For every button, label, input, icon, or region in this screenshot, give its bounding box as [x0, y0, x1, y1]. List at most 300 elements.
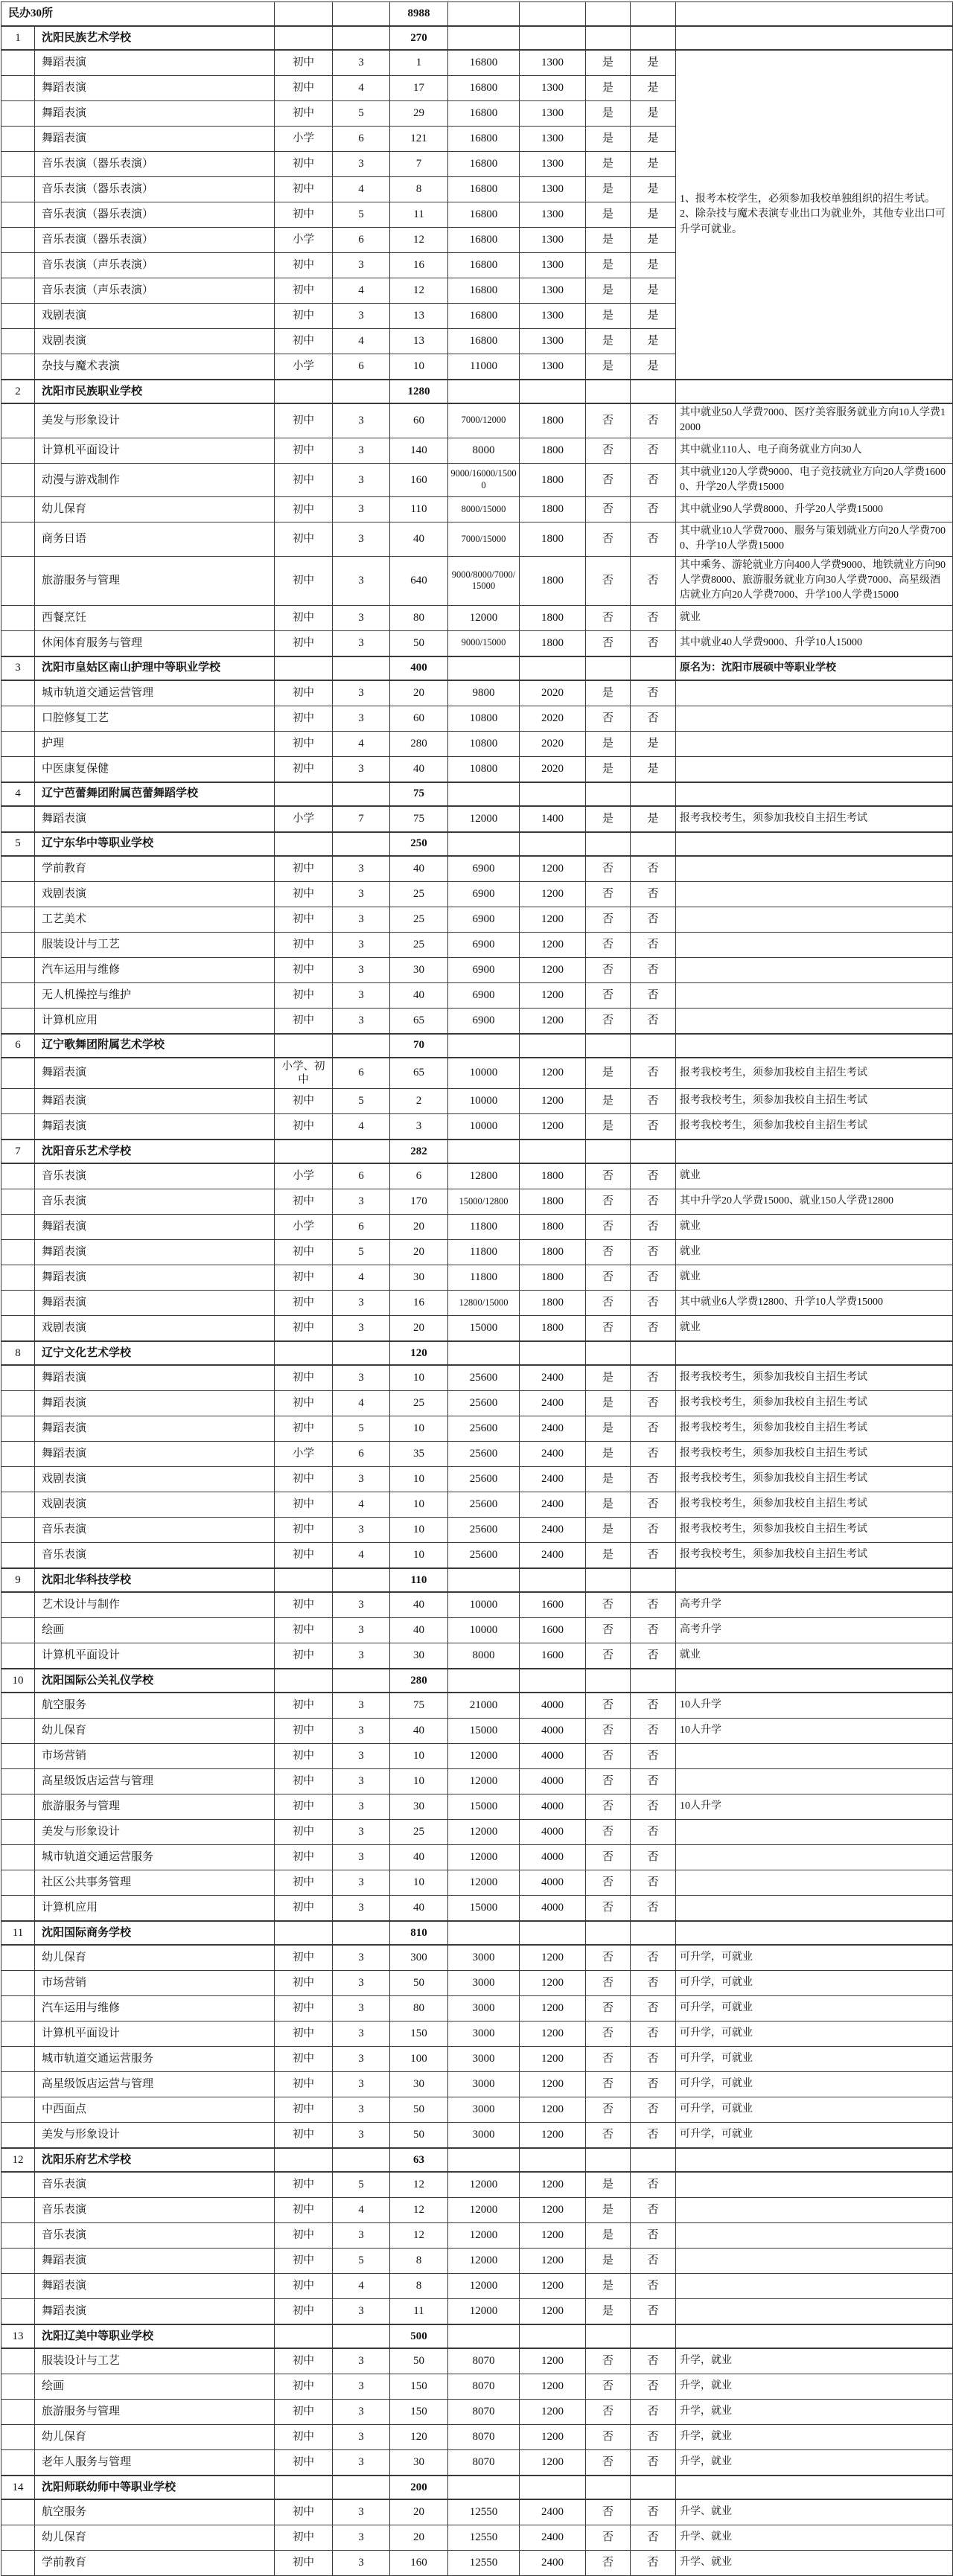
program-level: 初中 — [275, 177, 333, 202]
school-number: 10 — [1, 1669, 35, 1693]
program-row — [1, 2197, 953, 2222]
program-name: 西餐烹饪 — [35, 605, 275, 630]
program-tuition: 3000 — [448, 1995, 520, 2021]
program-flag-1: 是 — [586, 329, 631, 354]
school-total: 810 — [390, 1921, 448, 1945]
empty-cell — [586, 1568, 631, 1592]
program-level: 初中 — [275, 2248, 333, 2273]
program-name: 舞蹈表演 — [35, 76, 275, 101]
empty-cell — [1, 2449, 35, 2476]
school-header-row — [1, 1140, 953, 1163]
program-level: 初中 — [275, 1189, 333, 1214]
program-level: 初中 — [275, 2348, 333, 2374]
program-fee: 1200 — [520, 907, 586, 932]
program-count: 10 — [390, 1743, 448, 1768]
program-name: 计算机应用 — [35, 1008, 275, 1034]
program-row — [1, 1390, 953, 1416]
program-count: 29 — [390, 101, 448, 127]
empty-cell — [448, 1140, 520, 1163]
program-level: 初中 — [275, 907, 333, 932]
program-flag-1: 是 — [586, 1466, 631, 1492]
program-name: 舞蹈表演 — [35, 101, 275, 127]
empty-cell — [448, 2476, 520, 2499]
program-name: 戏剧表演 — [35, 304, 275, 329]
program-row — [1, 1895, 953, 1921]
empty-cell — [448, 380, 520, 403]
program-years: 4 — [333, 1113, 390, 1140]
program-level: 初中 — [275, 1290, 333, 1315]
program-fee: 1300 — [520, 354, 586, 380]
program-name: 社区公共事务管理 — [35, 1870, 275, 1895]
program-years: 3 — [333, 438, 390, 463]
program-tuition: 16800 — [448, 101, 520, 127]
school-name: 沈阳北华科技学校 — [35, 1568, 275, 1592]
program-count: 13 — [390, 304, 448, 329]
program-row — [1, 1819, 953, 1844]
program-level: 初中 — [275, 680, 333, 706]
program-fee: 1200 — [520, 932, 586, 957]
program-flag-2: 是 — [631, 228, 676, 253]
program-remark: 其中升学20人学费15000、就业150人学费12800 — [676, 1189, 953, 1214]
program-level: 初中 — [275, 982, 333, 1008]
program-level: 初中 — [275, 1794, 333, 1819]
program-tuition: 8000/15000 — [448, 497, 520, 522]
program-flag-1: 否 — [586, 1945, 631, 1971]
program-years: 3 — [333, 2424, 390, 2449]
empty-cell — [586, 1921, 631, 1945]
program-fee: 1200 — [520, 957, 586, 982]
program-remark: 可升学，可就业 — [676, 2097, 953, 2122]
empty-cell — [333, 2, 390, 27]
program-count: 640 — [390, 556, 448, 605]
program-flag-2: 否 — [631, 1265, 676, 1290]
empty-cell — [1, 2197, 35, 2222]
program-name: 舞蹈表演 — [35, 1113, 275, 1140]
program-count: 20 — [390, 2499, 448, 2525]
program-name: 音乐表演（声乐表演） — [35, 278, 275, 304]
program-flag-1: 否 — [586, 1743, 631, 1768]
program-fee: 2020 — [520, 680, 586, 706]
program-name: 幼儿保育 — [35, 1718, 275, 1743]
group-total-row — [1, 2, 953, 27]
program-name: 戏剧表演 — [35, 1492, 275, 1517]
program-count: 40 — [390, 1617, 448, 1643]
program-fee: 1200 — [520, 2374, 586, 2399]
empty-cell — [275, 1034, 333, 1058]
empty-cell — [631, 1568, 676, 1592]
empty-cell — [1, 1718, 35, 1743]
empty-cell — [1, 1693, 35, 1719]
program-row — [1, 806, 953, 832]
program-flag-1: 是 — [586, 278, 631, 304]
program-level: 初中 — [275, 1466, 333, 1492]
program-flag-1: 是 — [586, 1416, 631, 1441]
empty-cell — [333, 1669, 390, 1693]
empty-cell — [1, 1743, 35, 1768]
program-fee: 1200 — [520, 856, 586, 882]
program-fee: 1200 — [520, 1058, 586, 1089]
program-flag-2: 否 — [631, 957, 676, 982]
program-fee: 1200 — [520, 1008, 586, 1034]
program-remark: 其中就业90人学费8000、升学20人学费15000 — [676, 497, 953, 522]
school-header-row — [1, 1669, 953, 1693]
school-enrollment-table — [1, 1, 953, 2576]
program-flag-2: 否 — [631, 2172, 676, 2198]
program-level: 初中 — [275, 1895, 333, 1921]
program-remark: 可升学，可就业 — [676, 2071, 953, 2097]
program-years: 4 — [333, 177, 390, 202]
empty-cell — [448, 1034, 520, 1058]
empty-cell — [1, 228, 35, 253]
school-number: 13 — [1, 2324, 35, 2348]
program-flag-2: 否 — [631, 1365, 676, 1391]
empty-cell — [520, 1568, 586, 1592]
program-fee: 2400 — [520, 2550, 586, 2575]
program-flag-1: 否 — [586, 2122, 631, 2148]
program-level: 初中 — [275, 2122, 333, 2148]
empty-cell — [1, 2222, 35, 2248]
program-flag-1: 是 — [586, 1113, 631, 1140]
program-row — [1, 982, 953, 1008]
program-remark — [676, 907, 953, 932]
program-flag-2: 否 — [631, 1088, 676, 1113]
program-flag-1: 是 — [586, 50, 631, 76]
program-flag-1: 否 — [586, 1995, 631, 2021]
school-number: 9 — [1, 1568, 35, 1592]
program-row — [1, 2449, 953, 2476]
empty-cell — [1, 2248, 35, 2273]
program-flag-1: 是 — [586, 76, 631, 101]
program-tuition: 9000/15000 — [448, 630, 520, 656]
program-level: 初中 — [275, 2449, 333, 2476]
school-name: 沈阳市民族职业学校 — [35, 380, 275, 403]
empty-cell — [1, 497, 35, 522]
empty-cell — [1, 1844, 35, 1870]
program-years: 4 — [333, 1390, 390, 1416]
program-count: 8 — [390, 2248, 448, 2273]
program-flag-1: 是 — [586, 731, 631, 756]
program-years: 4 — [333, 2273, 390, 2298]
program-remark: 升学，就业 — [676, 2449, 953, 2476]
program-flag-2: 是 — [631, 354, 676, 380]
enrollment-table-sheet — [0, 1, 953, 2569]
program-remark — [676, 881, 953, 907]
program-flag-2: 是 — [631, 152, 676, 177]
program-years: 3 — [333, 497, 390, 522]
program-flag-2: 否 — [631, 605, 676, 630]
program-years: 3 — [333, 1290, 390, 1315]
school-header-remark — [676, 1568, 953, 1592]
program-level: 初中 — [275, 403, 333, 438]
program-fee: 4000 — [520, 1895, 586, 1921]
program-row — [1, 1466, 953, 1492]
program-remark: 升学、就业 — [676, 2550, 953, 2575]
program-flag-2: 是 — [631, 202, 676, 228]
program-flag-1: 否 — [586, 438, 631, 463]
school-number: 8 — [1, 1341, 35, 1365]
program-fee: 4000 — [520, 1693, 586, 1719]
program-fee: 2400 — [520, 1441, 586, 1466]
program-tuition: 10800 — [448, 756, 520, 782]
program-flag-2: 否 — [631, 1768, 676, 1794]
program-level: 初中 — [275, 1592, 333, 1618]
school-total: 120 — [390, 1341, 448, 1365]
program-count: 25 — [390, 907, 448, 932]
program-tuition: 6900 — [448, 856, 520, 882]
school-number: 14 — [1, 2476, 35, 2499]
program-count: 160 — [390, 463, 448, 497]
program-flag-1: 否 — [586, 2097, 631, 2122]
program-years: 6 — [333, 1058, 390, 1089]
program-years: 3 — [333, 1870, 390, 1895]
program-fee: 1200 — [520, 2021, 586, 2046]
school-total: 75 — [390, 782, 448, 806]
school-total: 280 — [390, 1669, 448, 1693]
program-tuition: 12000 — [448, 2222, 520, 2248]
program-tuition: 12000 — [448, 806, 520, 832]
empty-cell — [1, 463, 35, 497]
program-name: 音乐表演 — [35, 1189, 275, 1214]
program-fee: 1800 — [520, 522, 586, 557]
school-total: 250 — [390, 832, 448, 856]
program-years: 4 — [333, 1492, 390, 1517]
program-count: 10 — [390, 1768, 448, 1794]
empty-cell — [1, 856, 35, 882]
program-flag-1: 否 — [586, 1794, 631, 1819]
school-name: 沈阳师联幼师中等职业学校 — [35, 2476, 275, 2499]
program-tuition: 16800 — [448, 253, 520, 278]
program-years: 3 — [333, 881, 390, 907]
program-flag-2: 否 — [631, 881, 676, 907]
program-level: 初中 — [275, 1365, 333, 1391]
school-header-row — [1, 26, 953, 50]
program-fee: 1200 — [520, 881, 586, 907]
program-name: 航空服务 — [35, 1693, 275, 1719]
program-row — [1, 1743, 953, 1768]
program-remark: 报考我校考生，须参加我校自主招生考试 — [676, 1492, 953, 1517]
school-name: 沈阳国际商务学校 — [35, 1921, 275, 1945]
program-count: 100 — [390, 2046, 448, 2071]
program-row — [1, 438, 953, 463]
program-flag-2: 否 — [631, 2525, 676, 2550]
program-fee: 1300 — [520, 304, 586, 329]
program-level: 初中 — [275, 1315, 333, 1341]
program-tuition: 3000 — [448, 2071, 520, 2097]
program-level: 初中 — [275, 2374, 333, 2399]
program-row — [1, 1265, 953, 1290]
program-flag-1: 否 — [586, 1008, 631, 1034]
program-name: 杂技与魔术表演 — [35, 354, 275, 380]
program-flag-2: 否 — [631, 1189, 676, 1214]
program-flag-1: 否 — [586, 856, 631, 882]
empty-cell — [520, 1669, 586, 1693]
empty-cell — [1, 202, 35, 228]
program-remark: 其中就业6人学费12800、升学10人学费15000 — [676, 1290, 953, 1315]
school-total: 500 — [390, 2324, 448, 2348]
program-remark: 报考我校考生，须参加我校自主招生考试 — [676, 1441, 953, 1466]
program-level: 初中 — [275, 706, 333, 731]
program-level: 初中 — [275, 1416, 333, 1441]
program-flag-2: 否 — [631, 982, 676, 1008]
program-remark: 报考我校考生，须参加我校自主招生考试 — [676, 1365, 953, 1391]
program-years: 3 — [333, 2374, 390, 2399]
program-remark: 可升学，可就业 — [676, 1970, 953, 1995]
program-level: 初中 — [275, 497, 333, 522]
empty-cell — [1, 2273, 35, 2298]
empty-cell — [333, 2148, 390, 2172]
program-count: 10 — [390, 1365, 448, 1391]
program-name: 舞蹈表演 — [35, 2298, 275, 2324]
program-years: 5 — [333, 1416, 390, 1441]
school-header-remark — [676, 1341, 953, 1365]
program-fee: 1300 — [520, 101, 586, 127]
empty-cell — [1, 278, 35, 304]
program-flag-2: 是 — [631, 806, 676, 832]
program-count: 160 — [390, 2550, 448, 2575]
program-count: 50 — [390, 2348, 448, 2374]
program-name: 航空服务 — [35, 2499, 275, 2525]
empty-cell — [1, 1113, 35, 1140]
program-name: 音乐表演 — [35, 1517, 275, 1542]
school-name: 沈阳国际公关礼仪学校 — [35, 1669, 275, 1693]
program-tuition: 12000 — [448, 1768, 520, 1794]
program-years: 3 — [333, 556, 390, 605]
program-years: 4 — [333, 1265, 390, 1290]
program-flag-2: 否 — [631, 2046, 676, 2071]
program-name: 计算机平面设计 — [35, 438, 275, 463]
empty-cell — [448, 1341, 520, 1365]
empty-cell — [1, 1416, 35, 1441]
empty-cell — [520, 2476, 586, 2499]
program-row — [1, 1214, 953, 1239]
program-flag-2: 是 — [631, 304, 676, 329]
program-fee: 4000 — [520, 1743, 586, 1768]
program-years: 3 — [333, 856, 390, 882]
program-count: 80 — [390, 1995, 448, 2021]
table-body — [1, 2, 953, 2576]
program-flag-1: 否 — [586, 1895, 631, 1921]
program-flag-1: 否 — [586, 463, 631, 497]
program-count: 10 — [390, 1517, 448, 1542]
program-tuition: 11000 — [448, 354, 520, 380]
program-tuition: 9800 — [448, 680, 520, 706]
empty-cell — [275, 380, 333, 403]
school-header-row — [1, 656, 953, 680]
empty-cell — [448, 832, 520, 856]
empty-cell — [520, 832, 586, 856]
program-level: 初中 — [275, 856, 333, 882]
program-fee: 2400 — [520, 1390, 586, 1416]
program-flag-2: 否 — [631, 1643, 676, 1669]
program-flag-2: 是 — [631, 731, 676, 756]
empty-cell — [586, 1140, 631, 1163]
program-count: 25 — [390, 1819, 448, 1844]
program-fee: 2400 — [520, 1365, 586, 1391]
program-flag-2: 是 — [631, 756, 676, 782]
empty-cell — [586, 380, 631, 403]
program-tuition: 21000 — [448, 1693, 520, 1719]
program-years: 3 — [333, 50, 390, 76]
program-flag-1: 否 — [586, 1265, 631, 1290]
program-years: 3 — [333, 522, 390, 557]
program-fee: 1800 — [520, 1214, 586, 1239]
program-years: 3 — [333, 253, 390, 278]
empty-cell — [631, 1341, 676, 1365]
program-row — [1, 1643, 953, 1669]
program-name: 舞蹈表演 — [35, 1365, 275, 1391]
program-years: 5 — [333, 2172, 390, 2198]
empty-cell — [520, 1921, 586, 1945]
school-name: 沈阳辽美中等职业学校 — [35, 2324, 275, 2348]
empty-cell — [448, 2148, 520, 2172]
program-flag-2: 否 — [631, 1058, 676, 1089]
program-row — [1, 1617, 953, 1643]
program-count: 50 — [390, 630, 448, 656]
program-name: 戏剧表演 — [35, 1466, 275, 1492]
program-years: 3 — [333, 2122, 390, 2148]
program-flag-1: 否 — [586, 1844, 631, 1870]
program-row — [1, 2348, 953, 2374]
program-flag-2: 否 — [631, 1163, 676, 1189]
program-flag-1: 否 — [586, 2399, 631, 2424]
program-row — [1, 856, 953, 882]
program-fee: 2400 — [520, 1416, 586, 1441]
program-count: 20 — [390, 1214, 448, 1239]
program-fee: 2400 — [520, 2499, 586, 2525]
empty-cell — [1, 522, 35, 557]
program-remark — [676, 1870, 953, 1895]
program-row — [1, 1239, 953, 1265]
program-row — [1, 706, 953, 731]
program-remark: 10人升学 — [676, 1718, 953, 1743]
program-flag-2: 是 — [631, 177, 676, 202]
program-remark: 报考我校考生，须参加我校自主招生考试 — [676, 806, 953, 832]
program-flag-2: 否 — [631, 1743, 676, 1768]
program-row — [1, 605, 953, 630]
program-count: 35 — [390, 1441, 448, 1466]
program-flag-1: 否 — [586, 1163, 631, 1189]
program-name: 学前教育 — [35, 2550, 275, 2575]
program-fee: 1200 — [520, 982, 586, 1008]
empty-cell — [586, 2476, 631, 2499]
program-row — [1, 630, 953, 656]
empty-cell — [275, 1568, 333, 1592]
program-row — [1, 1870, 953, 1895]
program-row — [1, 1365, 953, 1391]
program-level: 小学 — [275, 354, 333, 380]
program-count: 60 — [390, 403, 448, 438]
school-header-row — [1, 2148, 953, 2172]
program-count: 17 — [390, 76, 448, 101]
program-count: 30 — [390, 1643, 448, 1669]
program-flag-1: 是 — [586, 2197, 631, 2222]
program-remark: 可升学，可就业 — [676, 1945, 953, 1971]
program-count: 30 — [390, 957, 448, 982]
program-level: 初中 — [275, 2097, 333, 2122]
program-level: 初中 — [275, 1819, 333, 1844]
program-years: 6 — [333, 228, 390, 253]
empty-cell — [1, 1365, 35, 1391]
program-tuition: 8070 — [448, 2399, 520, 2424]
school-name: 辽宁文化艺术学校 — [35, 1341, 275, 1365]
program-years: 4 — [333, 731, 390, 756]
program-remark — [676, 2248, 953, 2273]
program-row — [1, 2071, 953, 2097]
program-fee: 1200 — [520, 1970, 586, 1995]
program-flag-1: 是 — [586, 2222, 631, 2248]
program-level: 初中 — [275, 756, 333, 782]
program-row — [1, 680, 953, 706]
